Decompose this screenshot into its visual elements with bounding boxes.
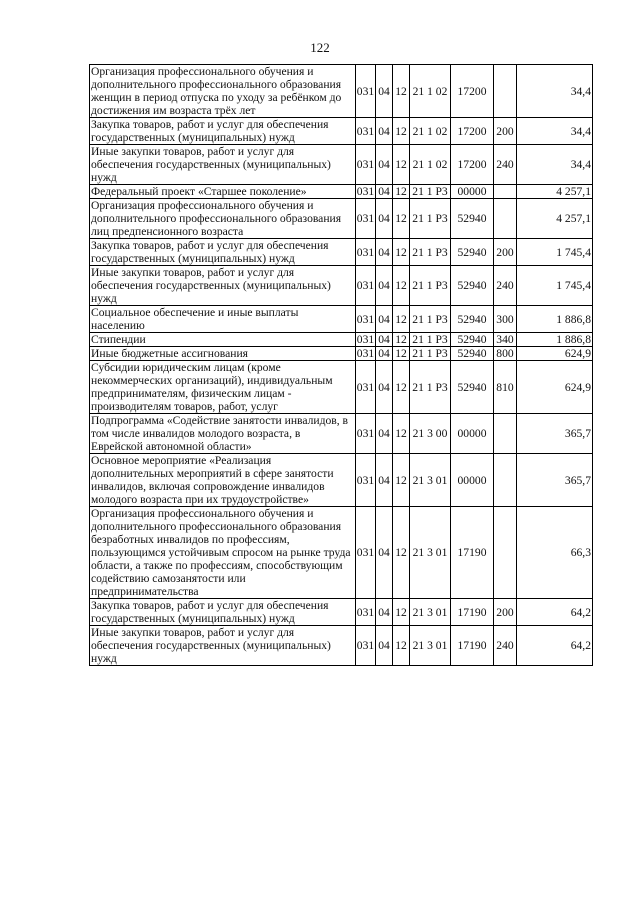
cell-section-code: 04	[376, 454, 393, 507]
cell-target-article-direction: 00000	[451, 454, 494, 507]
cell-section-code: 04	[376, 239, 393, 266]
cell-target-article-program: 21 1 02	[410, 145, 451, 185]
cell-target-article-program: 21 1 P3	[410, 185, 451, 199]
cell-target-article-program: 21 1 P3	[410, 333, 451, 347]
cell-target-article-direction: 52940	[451, 361, 494, 414]
cell-ved-code: 031	[356, 599, 376, 626]
table-row	[90, 145, 593, 185]
cell-subsection-code: 12	[393, 185, 410, 199]
cell-expense-type: 240	[494, 626, 517, 666]
cell-subsection-code: 12	[393, 266, 410, 306]
cell-subsection-code: 12	[393, 306, 410, 333]
cell-section-code: 04	[376, 145, 393, 185]
cell-target-article-direction: 52940	[451, 306, 494, 333]
cell-target-article-direction: 00000	[451, 185, 494, 199]
cell-amount: 66,3	[517, 507, 593, 599]
cell-amount: 64,2	[517, 626, 593, 666]
cell-section-code: 04	[376, 361, 393, 414]
table-row	[90, 347, 593, 361]
cell-ved-code: 031	[356, 185, 375, 198]
cell-target-article-program: 21 3 01	[410, 626, 451, 666]
cell-amount: 1 886,8	[517, 306, 593, 333]
cell-target-article-direction: 17200	[451, 118, 494, 145]
budget-table	[89, 64, 593, 666]
cell-ved-code: 031	[356, 145, 376, 185]
table-row	[90, 454, 593, 507]
cell-amount: 4 257,1	[517, 199, 593, 239]
cell-name: Иные закупки товаров, работ и услуг для обеспечения государственных (муниципальных) нужд	[90, 266, 356, 306]
cell-section-code: 04	[376, 185, 393, 199]
cell-target-article-program: 21 1 P3	[410, 266, 451, 306]
cell-name: Стипендии	[90, 333, 356, 347]
cell-ved-code: 031	[356, 507, 376, 599]
table-body	[90, 65, 593, 666]
cell-amount: 1 886,8	[517, 333, 593, 347]
cell-amount: 624,9	[517, 347, 593, 361]
cell-amount: 64,2	[517, 599, 593, 626]
cell-name: Подпрограмма «Содействие занятости инвалидов, в том числе инвалидов молодого возраста, в Еврейской автономной области»	[90, 414, 356, 454]
cell-expense-type: 200	[494, 239, 517, 266]
cell-ved-code: 031	[356, 414, 376, 454]
cell-expense-type	[494, 185, 517, 199]
cell-subsection-code: 12	[393, 333, 410, 347]
cell-subsection-code: 12	[393, 65, 410, 118]
cell-ved-code: 031	[356, 118, 376, 145]
cell-amount: 34,4	[517, 145, 593, 185]
table-row	[90, 361, 593, 414]
cell-expense-type: 200	[494, 599, 517, 626]
cell-subsection-code: 12	[393, 507, 410, 599]
cell-target-article-program: 21 1 02	[410, 118, 451, 145]
cell-target-article-program: 21 1 P3	[410, 239, 451, 266]
cell-subsection-code: 12	[393, 239, 410, 266]
cell-amount: 1 745,4	[517, 266, 593, 306]
cell-amount: 365,7	[517, 454, 593, 507]
cell-expense-type: 240	[494, 266, 517, 306]
table-row	[90, 199, 593, 239]
cell-section-code: 04	[376, 599, 393, 626]
cell-target-article-direction: 17200	[451, 145, 494, 185]
cell-name: Закупка товаров, работ и услуг для обеспечения государственных (муниципальных) нужд	[90, 118, 356, 145]
cell-expense-type	[494, 507, 517, 599]
cell-target-article-program: 21 3 01	[410, 599, 451, 626]
cell-name: Иные бюджетные ассигнования	[90, 347, 356, 361]
cell-name: Закупка товаров, работ и услуг для обеспечения государственных (муниципальных) нужд	[90, 239, 356, 266]
cell-target-article-direction: 17200	[451, 65, 494, 118]
cell-section-code: 04	[376, 507, 393, 599]
cell-section-code: 04	[376, 626, 393, 666]
cell-target-article-direction: 17190	[451, 599, 494, 626]
cell-ved-code: 031	[356, 347, 375, 360]
table-row	[90, 65, 593, 118]
cell-target-article-direction: 52940	[451, 199, 494, 239]
cell-ved-code: 031	[356, 306, 376, 333]
cell-target-article-program: 21 3 01	[410, 454, 451, 507]
cell-ved-code: 031	[356, 266, 376, 306]
cell-section-code: 04	[376, 199, 393, 239]
cell-section-code: 04	[376, 333, 393, 347]
cell-subsection-code: 12	[393, 118, 410, 145]
cell-name: Закупка товаров, работ и услуг для обеспечения государственных (муниципальных) нужд	[90, 599, 356, 626]
table-row	[90, 507, 593, 599]
cell-subsection-code: 12	[393, 454, 410, 507]
cell-name: Субсидии юридическим лицам (кроме некоммерческих организаций), индивидуальным предпринимателям, физическим лицам - производителям товаров, работ, услуг	[90, 361, 356, 414]
cell-ved-code: 031	[356, 199, 376, 239]
cell-ved-code: 031	[356, 454, 376, 507]
cell-ved-code: 031	[356, 361, 376, 414]
cell-expense-type: 800	[494, 347, 517, 361]
cell-amount: 365,7	[517, 414, 593, 454]
cell-expense-type: 300	[494, 306, 517, 333]
cell-section-code: 04	[376, 306, 393, 333]
cell-target-article-program: 21 3 01	[410, 507, 451, 599]
cell-expense-type	[494, 414, 517, 454]
table-row	[90, 239, 593, 266]
cell-target-article-direction: 52940	[451, 239, 494, 266]
cell-target-article-direction: 00000	[451, 414, 494, 454]
cell-expense-type	[494, 454, 517, 507]
table-row	[90, 626, 593, 666]
cell-target-article-direction: 52940	[451, 333, 494, 347]
cell-name: Иные закупки товаров, работ и услуг для обеспечения государственных (муниципальных) нужд	[90, 626, 356, 666]
cell-subsection-code: 12	[393, 626, 410, 666]
table-row	[90, 118, 593, 145]
cell-section-code: 04	[376, 266, 393, 306]
cell-section-code: 04	[376, 118, 393, 145]
table-row	[90, 306, 593, 333]
cell-target-article-program: 21 1 P3	[410, 306, 451, 333]
cell-target-article-direction: 52940	[451, 347, 494, 361]
cell-expense-type: 240	[494, 145, 517, 185]
cell-expense-type: 200	[494, 118, 517, 145]
cell-subsection-code: 12	[393, 145, 410, 185]
cell-name: Организация профессионального обучения и дополнительного профессионального образования безработных инвалидов по профессиям, пользующимся устойчивым спросом на рынке труда области, а также по профессиям, способствующим содействию самозанятости или предпринимательства	[90, 507, 356, 599]
table-row	[90, 266, 593, 306]
table-row	[90, 185, 593, 199]
cell-target-article-program: 21 1 P3	[410, 361, 451, 414]
cell-amount: 34,4	[517, 118, 593, 145]
cell-section-code: 04	[376, 65, 393, 118]
cell-target-article-program: 21 1 P3	[410, 199, 451, 239]
cell-ved-code: 031	[356, 65, 376, 118]
cell-name: Социальное обеспечение и иные выплаты населению	[90, 306, 356, 333]
cell-section-code: 04	[376, 347, 393, 361]
cell-section-code: 04	[376, 414, 393, 454]
cell-ved-code: 031	[356, 333, 375, 346]
cell-subsection-code: 12	[393, 361, 410, 414]
cell-expense-type: 340	[494, 333, 517, 347]
cell-target-article-program: 21 1 02	[410, 65, 451, 118]
cell-expense-type	[494, 65, 517, 118]
cell-amount: 624,9	[517, 361, 593, 414]
cell-ved-code: 031	[356, 239, 376, 266]
cell-target-article-direction: 17190	[451, 507, 494, 599]
cell-name: Основное мероприятие «Реализация дополнительных мероприятий в сфере занятости инвалидов, включая сопровождение инвалидов молодого возраста при их трудоустройстве»	[90, 454, 356, 507]
cell-name: Организация профессионального обучения и дополнительного профессионального образования женщин в период отпуска по уходу за ребёнком до достижения им возраста трёх лет	[90, 65, 356, 118]
cell-name: Организация профессионального обучения и дополнительного профессионального образования лиц предпенсионного возраста	[90, 199, 356, 239]
cell-name: Федеральный проект «Старшее поколение»	[90, 185, 356, 199]
cell-target-article-program: 21 3 00	[410, 414, 451, 454]
cell-expense-type	[494, 199, 517, 239]
cell-subsection-code: 12	[393, 199, 410, 239]
page-number: 122	[310, 40, 330, 55]
cell-amount: 4 257,1	[517, 185, 593, 199]
cell-target-article-direction: 17190	[451, 626, 494, 666]
cell-subsection-code: 12	[393, 599, 410, 626]
table-row	[90, 414, 593, 454]
cell-subsection-code: 12	[393, 347, 410, 361]
table-row	[90, 333, 593, 347]
cell-amount: 1 745,4	[517, 239, 593, 266]
cell-name: Иные закупки товаров, работ и услуг для обеспечения государственных (муниципальных) нужд	[90, 145, 356, 185]
cell-amount: 34,4	[517, 65, 593, 118]
cell-subsection-code: 12	[393, 414, 410, 454]
cell-expense-type: 810	[494, 361, 517, 414]
cell-ved-code: 031	[356, 626, 376, 666]
cell-target-article-direction: 52940	[451, 266, 494, 306]
table-row	[90, 599, 593, 626]
cell-target-article-program: 21 1 P3	[410, 347, 451, 361]
